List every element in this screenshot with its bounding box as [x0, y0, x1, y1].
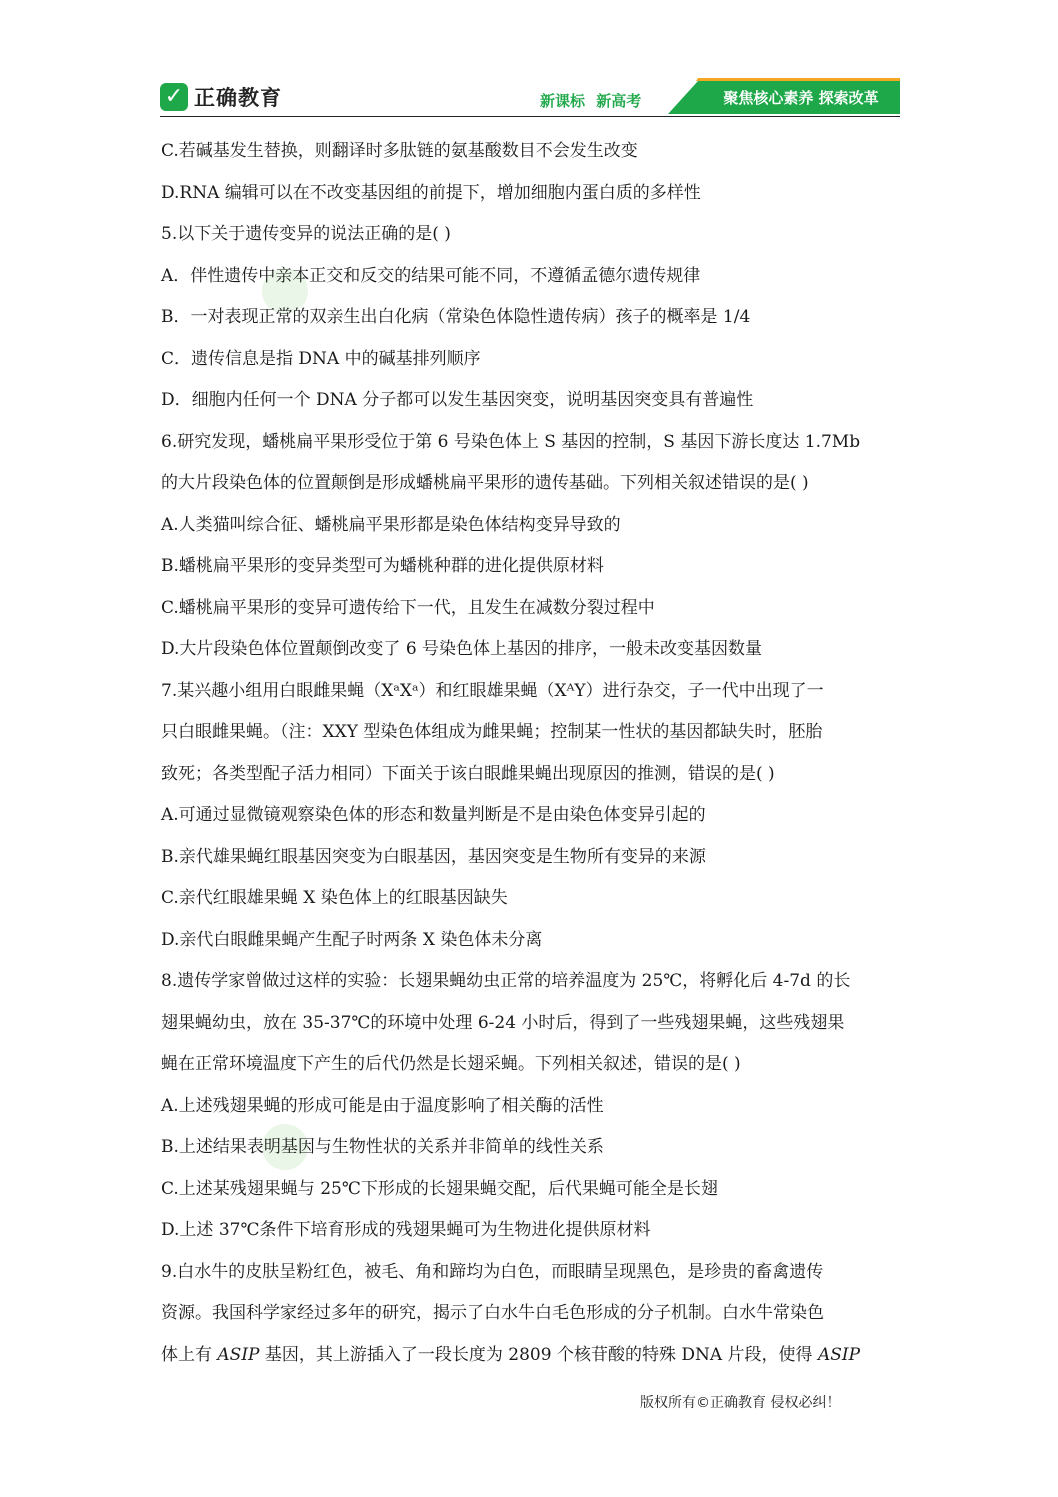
- text-line: 致死；各类型配子活力相同）下面关于该白眼雌果蝇出现原因的推测，错误的是( ): [161, 763, 775, 784]
- slogan-banner: [668, 78, 900, 114]
- question-5-stem: 5.以下关于遗传变异的说法正确的是( ): [161, 224, 451, 244]
- text-line: C.若碱基发生替换，则翻译时多肽链的氨基酸数目不会发生改变: [161, 141, 638, 161]
- text-line: 蝇在正常环境温度下产生的后代仍然是长翅采蝇。下列相关叙述，错误的是( ): [161, 1054, 741, 1074]
- option-line: A.可通过显微镜观察染色体的形态和数量判断是不是由染色体变异引起的: [161, 805, 706, 825]
- option-line: B．一对表现正常的双亲生出白化病（常染色体隐性遗传病）孩子的概率是 1/4: [161, 307, 751, 327]
- copyright-footer: 版权所有©正确教育 侵权必纠！: [640, 1395, 841, 1411]
- text-line: 资源。我国科学家经过多年的研究，揭示了白水牛白毛色形成的分子机制。白水牛常染色: [161, 1303, 824, 1323]
- option-line: C.亲代红眼雄果蝇 X 染色体上的红眼基因缺失: [161, 888, 508, 908]
- question-7-stem: 7.某兴趣小组用白眼雌果蝇（XᵃXᵃ）和红眼雄果蝇（XᴬY）进行杂交，子一代中出现了一: [161, 680, 824, 701]
- option-line: D．细胞内任何一个 DNA 分子都可以发生基因突变，说明基因突变具有普遍性: [161, 390, 754, 410]
- option-line: C.上述某残翅果蝇与 25℃下形成的长翅果蝇交配，后代果蝇可能全是长翅: [161, 1178, 718, 1199]
- option-line: D.亲代白眼雌果蝇产生配子时两条 X 染色体未分离: [161, 929, 543, 950]
- banner-text: 聚焦核心素养 探索改革: [723, 89, 879, 107]
- option-line: B.上述结果表明基因与生物性状的关系并非简单的线性关系: [161, 1137, 604, 1157]
- option-line: B.蟠桃扁平果形的变异类型可为蟠桃种群的进化提供原材料: [161, 556, 604, 576]
- question-6-stem: 6.研究发现，蟠桃扁平果形受位于第 6 号染色体上 S 基因的控制，S 基因下游长度达 1.7Mb: [161, 431, 861, 452]
- question-9-stem: 9.白水牛的皮肤呈粉红色，被毛、角和蹄均为白色，而眼睛呈现黑色，是珍贵的畜禽遗传: [161, 1261, 824, 1282]
- option-line: C.蟠桃扁平果形的变异可遗传给下一代，且发生在减数分裂过程中: [161, 597, 655, 618]
- text-fragment: 体上有: [161, 1344, 218, 1365]
- option-line: A.上述残翅果蝇的形成可能是由于温度影响了相关酶的活性: [161, 1095, 604, 1116]
- gene-name-italic: ASIP: [217, 1344, 260, 1365]
- gene-name-italic: ASIP: [817, 1344, 861, 1365]
- document-body: [161, 131, 901, 1376]
- option-line: B.亲代雄果蝇红眼基因突变为白眼基因，基因突变是生物所有变异的来源: [161, 846, 706, 867]
- checkmark-icon: ✓: [160, 83, 188, 111]
- page-header: [160, 78, 900, 118]
- text-line: D.RNA 编辑可以在不改变基因组的前提下，增加细胞内蛋白质的多样性: [161, 182, 701, 203]
- option-line: C．遗传信息是指 DNA 中的碱基排列顺序: [161, 348, 481, 369]
- option-line: D.大片段染色体位置颠倒改变了 6 号染色体上基因的排序，一般未改变基因数量: [161, 639, 763, 659]
- text-line: [161, 1335, 901, 1377]
- option-line: D.上述 37℃条件下培育形成的残翅果蝇可为生物进化提供原材料: [161, 1220, 651, 1240]
- option-line: A.人类猫叫综合征、蟠桃扁平果形都是染色体结构变异导致的: [161, 514, 621, 535]
- brand-logo: [160, 82, 282, 112]
- text-line: 只白眼雌果蝇。（注：XXY 型染色体组成为雌果蝇；控制某一性状的基因都缺失时，胚胎: [161, 722, 823, 742]
- slogan-left: 新课标 新高考: [540, 92, 642, 110]
- text-fragment: 基因，其上游插入了一段长度为 2809 个核苷酸的特殊 DNA 片段，使得: [259, 1344, 818, 1365]
- question-8-stem: 8.遗传学家曾做过这样的实验：长翅果蝇幼虫正常的培养温度为 25℃，将孵化后 4-7d 的长: [161, 971, 851, 991]
- option-line: A．伴性遗传中亲本正交和反交的结果可能不同，不遵循孟德尔遗传规律: [161, 265, 701, 286]
- text-line: 翅果蝇幼虫，放在 35-37℃的环境中处理 6-24 小时后，得到了一些残翅果蝇，这些残翅果: [161, 1012, 845, 1033]
- header-divider: [160, 116, 900, 117]
- brand-name: 正确教育: [194, 86, 282, 110]
- text-line: 的大片段染色体的位置颠倒是形成蟠桃扁平果形的遗传基础。下列相关叙述错误的是( ): [161, 473, 809, 493]
